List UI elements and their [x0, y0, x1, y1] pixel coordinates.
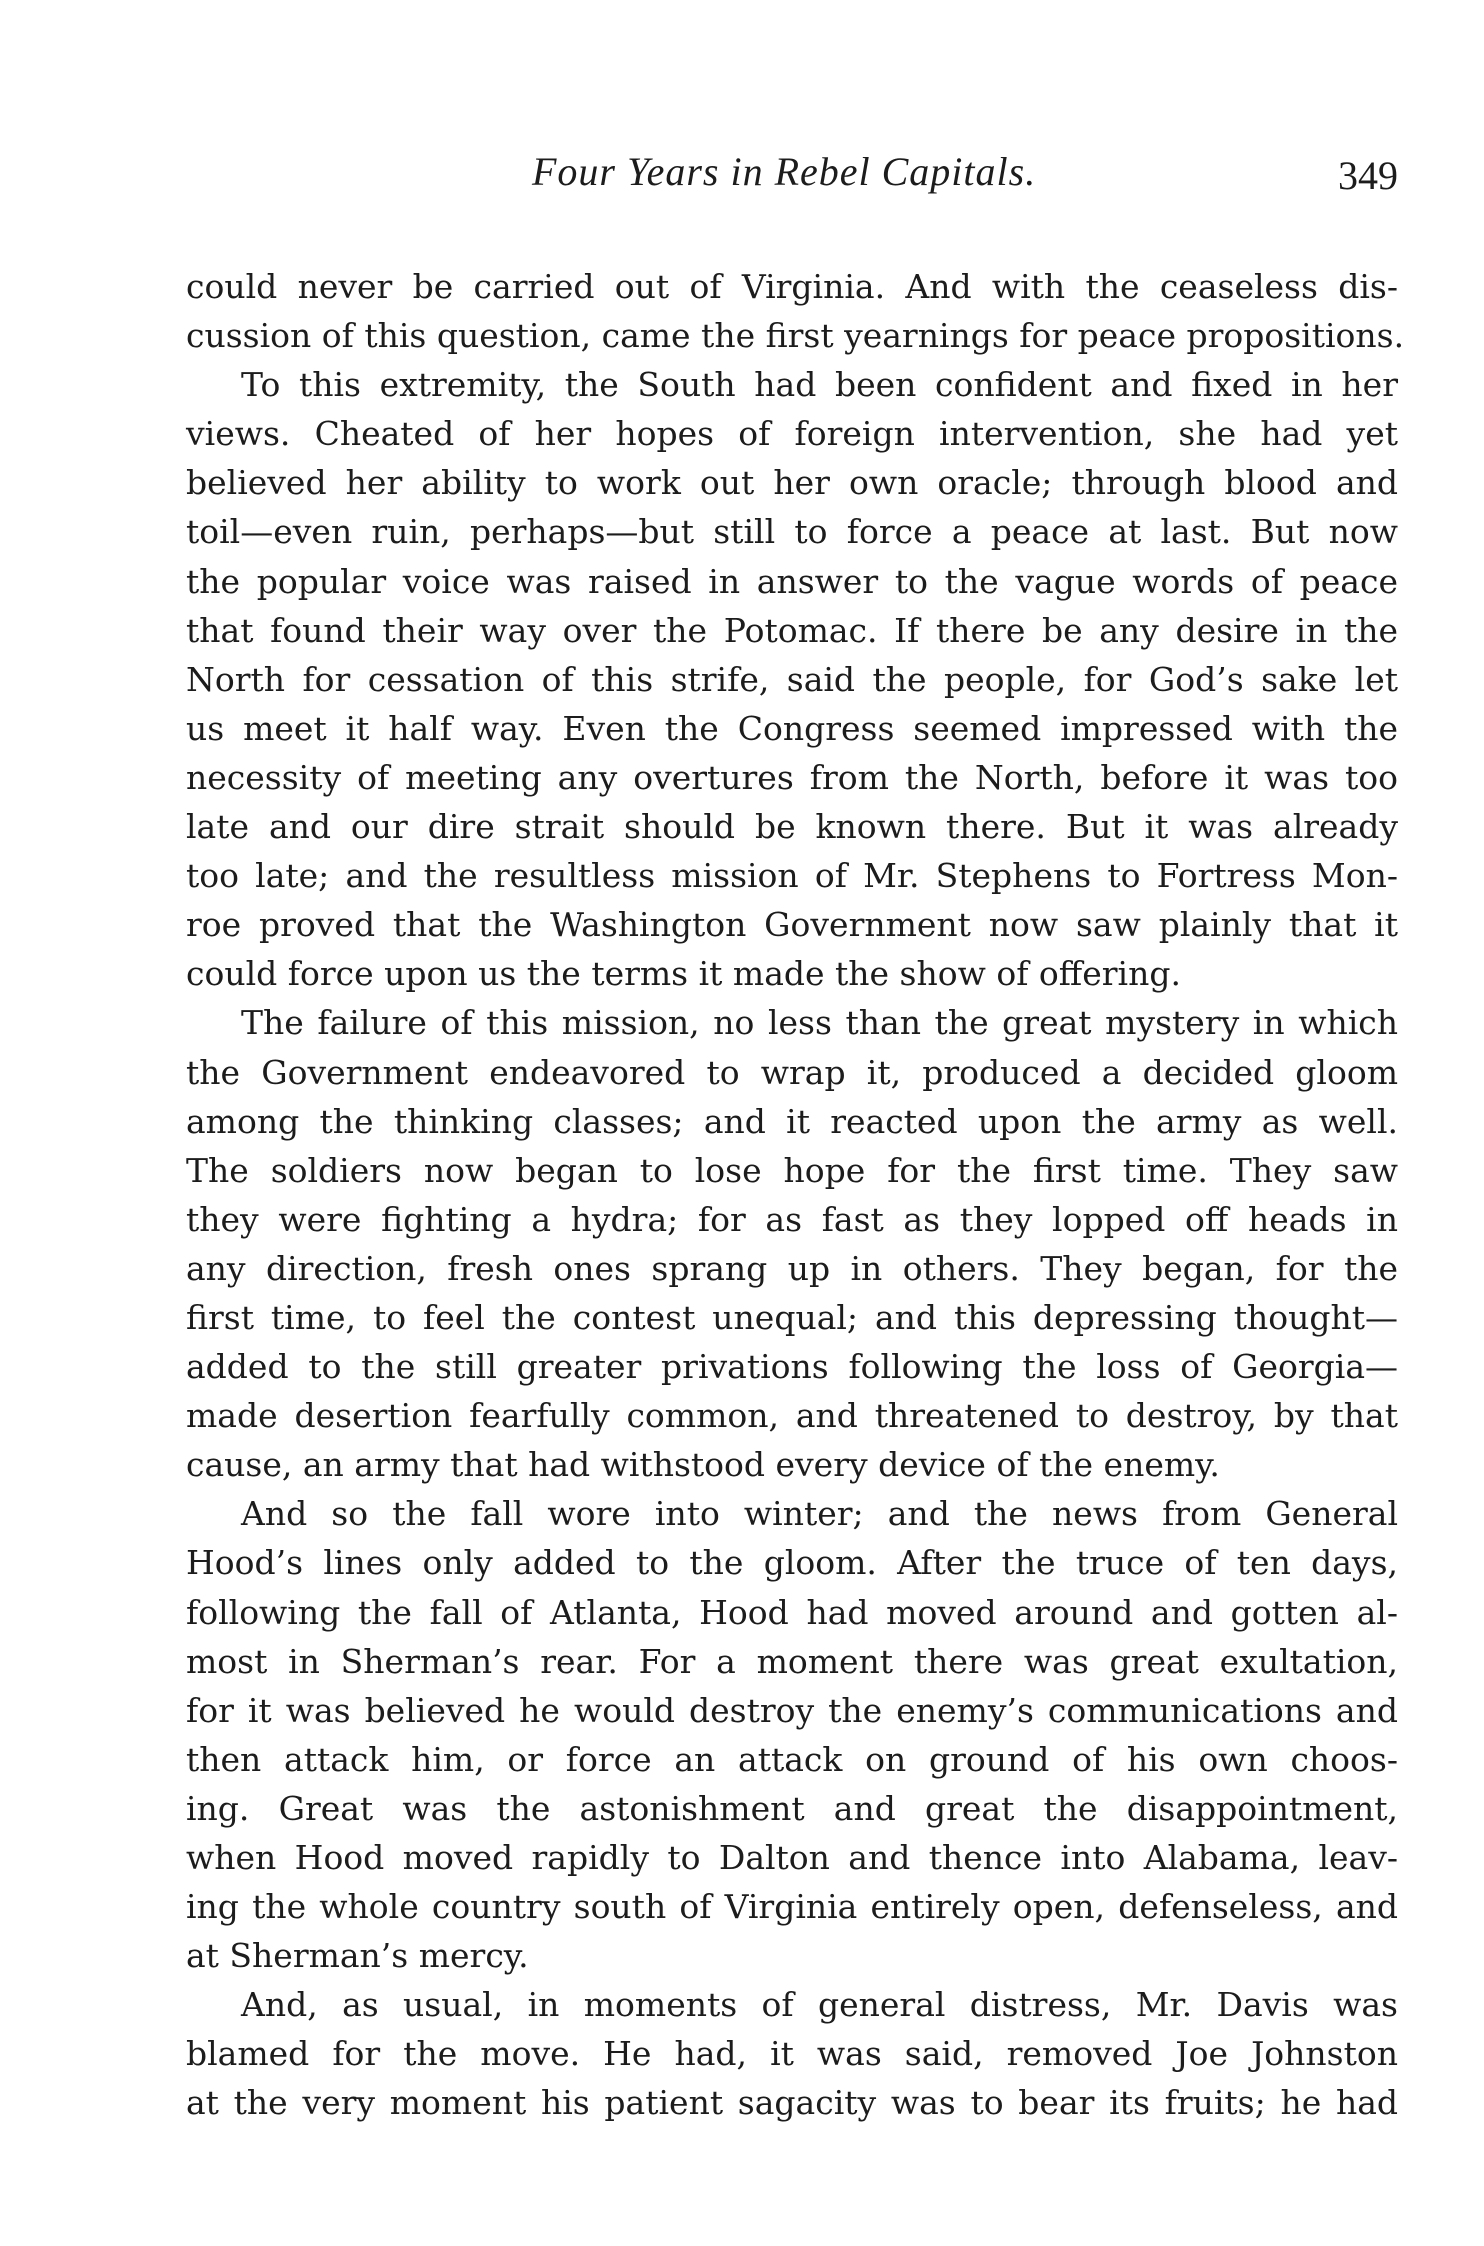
text-line: us meet it half way. Even the Congress seemed impressed with the [186, 708, 1398, 748]
text-line: made desertion fearfully common, and threatened to destroy, by that [186, 1396, 1398, 1436]
text-line: views. Cheated of her hopes of foreign intervention, she had yet [186, 414, 1398, 454]
text-line: blamed for the move. He had, it was said, removed Joe Johnston [186, 2034, 1398, 2074]
text-line: any direction, fresh ones sprang up in others. They began, for the [186, 1248, 1398, 1288]
text-line: following the fall of Atlanta, Hood had moved around and gotten al- [186, 1592, 1398, 1632]
text-line: North for cessation of this strife, said the people, for God’s sake let [186, 659, 1398, 699]
text-line: The soldiers now began to lose hope for the first time. They saw [186, 1150, 1398, 1190]
page-number: 349 [1338, 153, 1398, 198]
text-line: roe proved that the Washington Government now saw plainly that it [186, 905, 1398, 945]
text-line: necessity of meeting any overtures from the North, before it was too [186, 757, 1398, 797]
body-text [186, 262, 1405, 2128]
text-line: when Hood moved rapidly to Dalton and thence into Alabama, leav- [186, 1838, 1398, 1877]
text-line: for it was believed he would destroy the enemy’s communications and [186, 1690, 1398, 1730]
text-line: first time, to feel the contest unequal; and this depressing thought— [186, 1297, 1398, 1337]
text-line: ing. Great was the astonishment and great the disappointment, [186, 1788, 1398, 1828]
text-line: at Sherman’s mercy. [186, 1936, 529, 1976]
text-line: could force upon us the terms it made the show of offering. [186, 954, 1181, 994]
text-line: cussion of this question, came the first yearnings for peace propositions. [186, 316, 1405, 356]
text-line: late and our dire strait should be known there. But it was already [186, 807, 1398, 847]
text-line: Hood’s lines only added to the gloom. After the truce of ten days, [186, 1543, 1398, 1583]
text-line: toil—even ruin, perhaps—but still to force a peace at last. But now [186, 512, 1398, 552]
page-header [186, 148, 1398, 208]
text-line: added to the still greater privations following the loss of Georgia— [186, 1347, 1398, 1387]
text-line: then attack him, or force an attack on ground of his own choos- [186, 1739, 1398, 1779]
text-line: too late; and the resultless mission of Mr. Stephens to Fortress Mon- [186, 856, 1398, 896]
text-line: ing the whole country south of Virginia entirely open, defenseless, and [186, 1887, 1398, 1927]
text-line: at the very moment his patient sagacity was to bear its fruits; he had [186, 2083, 1398, 2123]
text-line: The failure of this mission, no less than the great mystery in which [241, 1003, 1398, 1043]
text-line: most in Sherman’s rear. For a moment there was great exultation, [186, 1641, 1398, 1681]
text-line: that found their way over the Potomac. If there be any desire in the [186, 610, 1398, 650]
text-line: To this extremity, the South had been confident and fixed in her [241, 365, 1398, 405]
text-line: they were fighting a hydra; for as fast as they lopped off heads in [186, 1199, 1398, 1239]
text-line: among the thinking classes; and it reacted upon the army as well. [186, 1101, 1398, 1141]
text-line: the Government endeavored to wrap it, produced a decided gloom [186, 1052, 1398, 1092]
text-line: cause, an army that had withstood every device of the enemy. [186, 1445, 1220, 1485]
text-line: And, as usual, in moments of general distress, Mr. Davis was [241, 1985, 1398, 2025]
text-line: And so the fall wore into winter; and the news from General [241, 1494, 1398, 1534]
text-line: believed her ability to work out her own oracle; through blood and [186, 463, 1398, 503]
text-line: the popular voice was raised in answer to the vague words of peace [186, 561, 1398, 601]
running-title: Four Years in Rebel Capitals. [532, 149, 1037, 194]
text-line: could never be carried out of Virginia. And with the ceaseless dis- [186, 267, 1398, 306]
